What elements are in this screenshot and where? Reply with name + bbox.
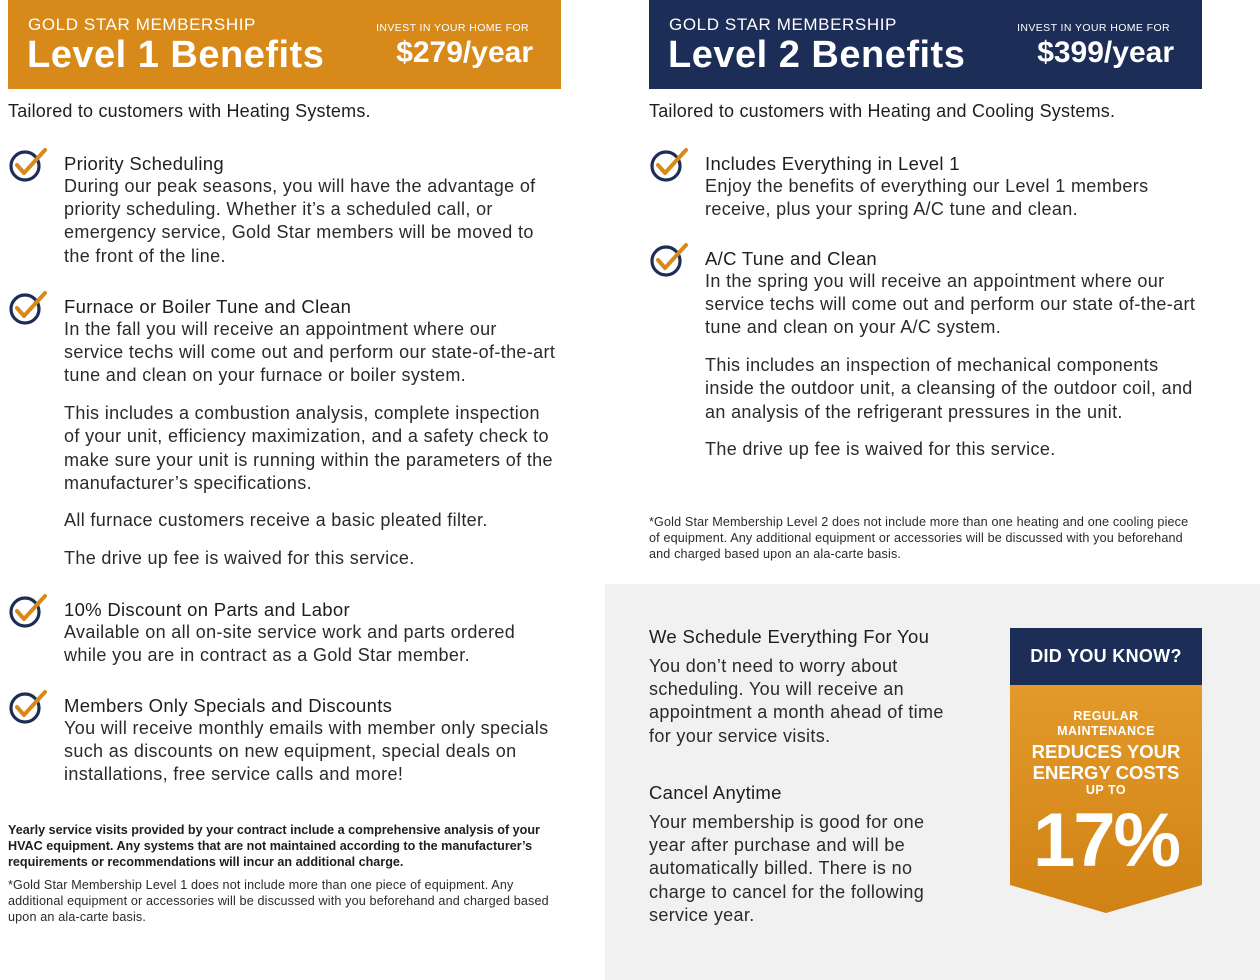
benefit-text: The drive up fee is waived for this service. xyxy=(64,548,415,569)
level2-fine-print: *Gold Star Membership Level 2 does not include more than one heating and one cooling piece of equipment. Any additional equipment or accessories will be discussed with you beforehand and charged based upon an ala-carte basis. xyxy=(649,515,1189,561)
level2-invest-label: INVEST IN YOUR HOME FOR xyxy=(1017,22,1170,34)
level2-price: $399/year xyxy=(1037,36,1174,69)
level2-benefit-includes-level1 xyxy=(705,152,1205,221)
check-circle-icon xyxy=(8,592,48,628)
benefit-title: Furnace or Boiler Tune and Clean xyxy=(64,296,352,317)
level2-banner xyxy=(649,0,1202,89)
check-circle-icon xyxy=(8,146,48,182)
level1-benefit-member-specials xyxy=(64,694,560,787)
level2-benefit-ac-tune xyxy=(705,247,1205,461)
level1-tailored: Tailored to customers with Heating Systems. xyxy=(8,101,371,121)
cancel-body: Your membership is good for one year after purchase and will be automatically billed. There is no charge to cancel for the following service year. xyxy=(649,812,925,925)
level2-tailored: Tailored to customers with Heating and Cooling Systems. xyxy=(649,101,1116,121)
dyk-emphasis1: REDUCES YOUR xyxy=(1031,741,1181,762)
benefit-title: Includes Everything in Level 1 xyxy=(705,153,960,174)
level1-invest-label: INVEST IN YOUR HOME FOR xyxy=(376,22,529,34)
benefit-text: Enjoy the benefits of everything our Level 1 members receive, plus your spring A/C tune and clean. xyxy=(705,176,1149,220)
check-circle-icon xyxy=(649,146,689,182)
level1-kicker: GOLD STAR MEMBERSHIP xyxy=(28,15,256,34)
benefit-title: 10% Discount on Parts and Labor xyxy=(64,599,350,620)
benefit-text: This includes a combustion analysis, complete inspection of your unit, efficiency maximization, and a safety check to make sure your unit is running within the parameters of the manufacturer’s specifications. xyxy=(64,403,553,493)
dyk-percent: 17% xyxy=(1032,798,1180,883)
dyk-up-to: UP TO xyxy=(1085,783,1127,797)
level1-benefit-priority-scheduling xyxy=(64,152,560,268)
dyk-line1: REGULAR xyxy=(1073,709,1139,723)
check-circle-icon xyxy=(649,241,689,277)
dyk-line2: MAINTENANCE xyxy=(1057,724,1155,738)
level1-fine-print: *Gold Star Membership Level 1 does not include more than one piece of equipment. Any additional equipment or accessories will be discussed with you beforehand and charged based upon an ala-carte basis. xyxy=(8,878,549,924)
check-circle-icon xyxy=(8,688,48,724)
did-you-know-heading: DID YOU KNOW? xyxy=(1010,628,1202,685)
benefit-text: Available on all on-site service work and parts ordered while you are in contract as a Gold Star member. xyxy=(64,622,516,666)
benefit-title: Priority Scheduling xyxy=(64,153,224,174)
level1-banner xyxy=(8,0,561,89)
benefit-text: All furnace customers receive a basic pleated filter. xyxy=(64,510,488,531)
benefit-text: You will receive monthly emails with member only specials such as discounts on new equipment, special deals on installations, free service calls and more! xyxy=(64,718,549,785)
benefit-title: Members Only Specials and Discounts xyxy=(64,695,393,716)
benefit-text: This includes an inspection of mechanical components inside the outdoor unit, a cleansing of the outdoor coil, and an analysis of the refrigerant pressures in the unit. xyxy=(705,355,1193,422)
benefit-text: During our peak seasons, you will have the advantage of priority scheduling. Whether it’s a scheduled call, or emergency service, Gold Star members will be moved to the front of the line. xyxy=(64,176,536,266)
check-circle-icon xyxy=(8,289,48,325)
level2-title: Level 2 Benefits xyxy=(668,34,966,76)
level1-price: $279/year xyxy=(396,36,533,69)
level1-fine-print-bold: Yearly service visits provided by your contract include a comprehensive analysis of your HVAC equipment. Any systems that are not maintained according to the manufacturer’s requirements or recommendations will incur an additional charge. xyxy=(8,823,540,869)
benefit-title: A/C Tune and Clean xyxy=(705,248,878,269)
scheduling-body: You don’t need to worry about scheduling. You will receive an appointment a month ahead of time for your service visits. xyxy=(649,656,944,746)
benefit-text: The drive up fee is waived for this service. xyxy=(705,439,1056,460)
level1-benefit-discount xyxy=(64,598,560,667)
scheduling-title: We Schedule Everything For You xyxy=(649,626,930,647)
benefit-text: In the fall you will receive an appointment where our service techs will come out and perform our state-of-the-art tune and clean on your furnace or boiler system. xyxy=(64,319,556,386)
level1-title: Level 1 Benefits xyxy=(27,34,325,76)
level1-benefit-furnace-tune xyxy=(64,295,560,570)
dyk-emphasis2: ENERGY COSTS xyxy=(1032,762,1180,783)
cancel-title: Cancel Anytime xyxy=(649,782,782,803)
level2-kicker: GOLD STAR MEMBERSHIP xyxy=(669,15,897,34)
benefit-text: In the spring you will receive an appointment where our service techs will come out and perform our state of-the-art tune and clean on your A/C system. xyxy=(705,271,1196,338)
